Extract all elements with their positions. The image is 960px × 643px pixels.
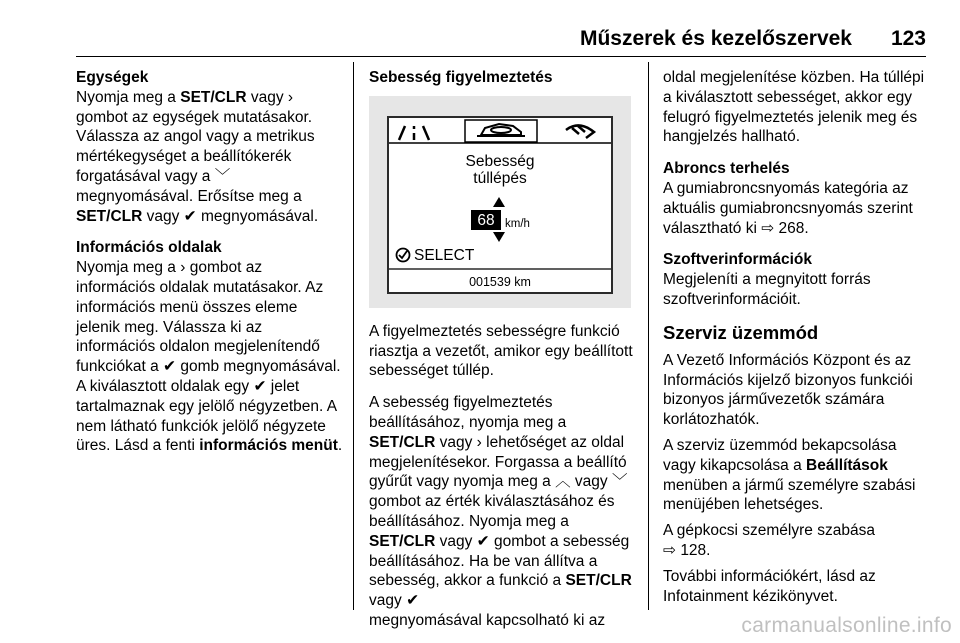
service-mode-text: További információkért, lásd az Infotainment kézikönyvet. <box>663 567 876 605</box>
display-select-label: SELECT <box>414 246 475 264</box>
info-text: jelet tartalmaznak egy jelölő négyzetben. A nem látható funkciók jelölő négyzete üres. Lásd a fenti <box>76 377 337 455</box>
column-divider-1 <box>353 62 354 610</box>
page-reference[interactable]: 268. <box>778 219 809 237</box>
display-odometer: 001539 km <box>469 274 531 289</box>
info-text: gombot az információs oldalak mutatásakor. Az információs menü összes eleme jelenik meg. Válassza ki az információs oldalon megjelenítendő funkciókat a <box>76 259 324 376</box>
page-number: 123 <box>890 27 926 50</box>
chevron-right-icon: › <box>180 259 186 277</box>
units-section <box>76 68 344 226</box>
info-pages-heading: Információs oldalak <box>76 239 222 257</box>
units-text: vagy <box>142 207 184 225</box>
units-text: vagy <box>246 88 288 106</box>
units-text: gombot az egységek mutatásakor. Válassza az angol vagy a metrikus mértékegységet a beállítókerék forgatásával vagy a <box>76 108 315 185</box>
info-menu-link-text: információs menüt <box>199 437 338 455</box>
chevron-down-icon: ﹀ <box>611 473 628 491</box>
column-2 <box>369 68 635 643</box>
car-icon <box>477 124 525 136</box>
service-mode-text <box>663 436 933 515</box>
page-reference[interactable]: 128. <box>680 541 711 559</box>
units-heading: Egységek <box>76 69 149 86</box>
instructions-text: vagy <box>435 433 477 451</box>
settings-menu-label: Beállítások <box>806 456 888 474</box>
service-text: A gépkocsi személyre szabása <box>663 522 875 540</box>
service-mode-heading: Szerviz üzemmód <box>663 321 819 343</box>
set-clr-label: SET/CLR <box>369 433 436 451</box>
display-speed-value: 68 <box>477 211 495 229</box>
service-mode-text: A Vezető Információs Központ és az Információs kijelző bizonyos funkciói bizonyos járművezetők számára korlátozhatók. <box>663 351 913 429</box>
page-reference-icon: ⇨ <box>663 541 676 559</box>
select-check-icon <box>397 248 410 261</box>
check-icon: ✔ <box>253 377 267 395</box>
speed-warning-figure <box>369 96 631 308</box>
instructions-text: gombot az érték kiválasztásához és beállításához. Nyomja meg a <box>369 493 615 530</box>
service-text: menüben a jármű személyre szabási menüjében lehetséges. <box>663 476 916 514</box>
info-text: . <box>337 437 343 455</box>
page-reference-icon: ⇨ <box>761 219 775 237</box>
speed-warning-instructions <box>369 393 635 631</box>
column-divider-2 <box>648 62 649 610</box>
instructions-text: vagy <box>570 473 612 491</box>
header-rule <box>76 56 926 57</box>
software-info-section <box>663 250 933 309</box>
software-info-text: Megjeleníti a megnyitott forrás szoftverinformációit. <box>663 271 871 308</box>
set-clr-label: SET/CLR <box>180 88 247 106</box>
page-header-title: Műszerek és kezelőszervek <box>579 27 852 50</box>
chevron-right-icon: › <box>476 433 482 451</box>
software-info-heading: Szoftverinformációk <box>663 251 813 269</box>
info-text: Nyomja meg a <box>76 259 181 277</box>
instructions-text: gombot a sebesség beállításához. Ha be van állítva a sebesség, akkor a funkció a <box>369 532 630 590</box>
arrow-up-icon <box>493 197 505 207</box>
service-text: A szerviz üzemmód bekapcsolása vagy kikapcsolása a <box>663 436 897 474</box>
steering-assist-icon <box>566 125 594 138</box>
column-3 <box>663 68 933 618</box>
chevron-down-icon: ﹀ <box>214 167 231 185</box>
speed-warning-heading: Sebesség figyelmeztetés <box>369 69 553 86</box>
road-lane-icon <box>399 126 429 140</box>
display-graphics <box>389 118 611 292</box>
tyre-load-text: A gumiabroncsnyomás kategória az aktuális gumiabroncsnyomás szerint választható ki <box>663 179 913 237</box>
instructions-text: vagy <box>435 532 477 550</box>
display-speed-unit: km/h <box>505 217 530 230</box>
check-icon: ✔ <box>183 207 197 225</box>
instructions-text: megnyomásával kapcsolható ki az <box>369 611 606 629</box>
instrument-display <box>387 116 613 294</box>
units-text: Nyomja meg a <box>76 88 181 106</box>
tyre-load-section <box>663 159 933 238</box>
instructions-text: lehetőséget az oldal megjelenítésekor. Forgassa a beállító gyűrűt vagy nyomja meg a <box>369 433 627 491</box>
speed-warning-continued: oldal megjelenítése közben. Ha túllépi a kiválasztott sebességet, akkor egy felugró figyelmeztetés jelenik meg és hangjelzés hallható. <box>663 69 925 146</box>
instructions-text: vagy <box>369 592 407 610</box>
check-icon: ✔ <box>476 532 490 550</box>
info-pages-section <box>76 238 344 456</box>
chevron-up-icon: ︿ <box>555 473 571 491</box>
check-icon: ✔ <box>406 592 420 610</box>
instructions-text: A sebesség figyelmeztetés beállításához, nyomja meg a <box>369 394 567 431</box>
arrow-down-icon <box>493 232 505 242</box>
watermark: carmanualsonline.info <box>741 614 952 637</box>
set-clr-label: SET/CLR <box>565 572 632 590</box>
units-text: megnyomásával. <box>196 207 319 225</box>
column-1 <box>76 68 344 468</box>
info-text: gomb megnyomásával. A kiválasztott oldalak egy <box>76 358 341 395</box>
units-text: megnyomásával. Erősítse meg a <box>76 187 302 205</box>
check-icon: ✔ <box>163 358 177 376</box>
set-clr-label: SET/CLR <box>369 532 436 550</box>
tyre-load-heading: Abroncs terhelés <box>663 160 790 178</box>
chevron-right-icon: › <box>287 88 294 106</box>
set-clr-label: SET/CLR <box>76 207 143 225</box>
display-text-line1: Sebesség <box>465 152 535 170</box>
service-mode-text <box>663 521 933 561</box>
speed-warning-intro: A figyelmeztetés sebességre funkció riasztja a vezetőt, amikor egy beállított sebességet túllép. <box>369 322 633 380</box>
display-text-line2: túllépés <box>473 169 527 187</box>
